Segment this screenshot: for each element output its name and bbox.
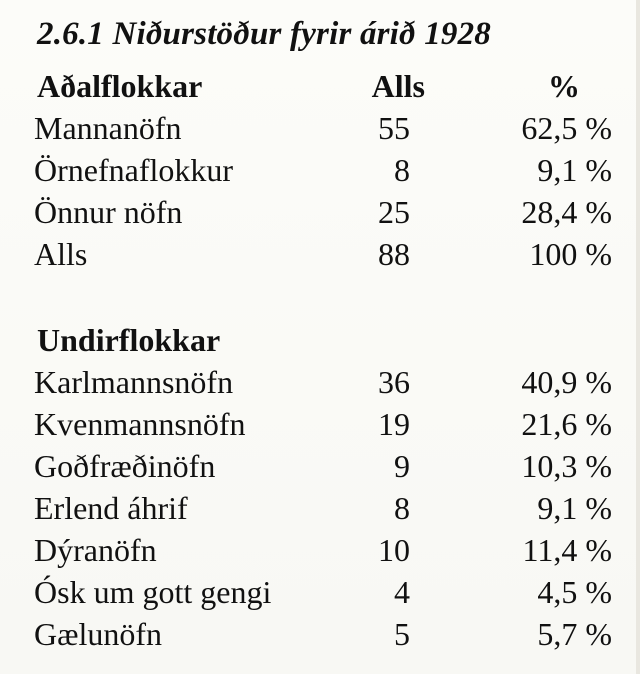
row-percent: 62,5 % [521, 110, 612, 146]
row-count: 36 [378, 364, 410, 400]
subcategory-heading: Undirflokkar [37, 322, 221, 358]
row-name: Dýranöfn [34, 532, 157, 568]
row-count: 9 [394, 448, 410, 484]
table-row-total [0, 238, 640, 280]
table-row [0, 408, 640, 450]
row-count: 25 [378, 194, 410, 230]
row-percent: 100 % [529, 236, 612, 272]
row-name: Mannanöfn [34, 110, 182, 146]
row-percent: 9,1 % [537, 490, 612, 526]
row-percent: 4,5 % [537, 574, 612, 610]
table-row [0, 618, 640, 660]
row-count: 8 [394, 490, 410, 526]
row-name: Ósk um gott gengi [34, 574, 272, 610]
table-row [0, 196, 640, 238]
row-name: Gælunöfn [34, 616, 162, 652]
row-name: Örnefnaflokkur [34, 152, 234, 188]
header-percent: % [548, 68, 580, 104]
row-name: Önnur nöfn [34, 194, 183, 230]
header-count: Alls [371, 68, 425, 104]
main-table-header [0, 70, 640, 112]
table-row [0, 450, 640, 492]
table-row [0, 576, 640, 618]
row-name: Alls [34, 236, 88, 272]
row-percent: 21,6 % [521, 406, 612, 442]
row-count: 5 [394, 616, 410, 652]
row-percent: 11,4 % [522, 532, 612, 568]
table-row [0, 112, 640, 154]
row-count: 4 [394, 574, 410, 610]
row-percent: 5,7 % [537, 616, 612, 652]
row-count: 8 [394, 152, 410, 188]
table-row [0, 534, 640, 576]
row-count: 19 [378, 406, 410, 442]
row-count: 88 [378, 236, 410, 272]
row-name: Karlmannsnöfn [34, 364, 234, 400]
row-count: 55 [378, 110, 410, 146]
table-row [0, 154, 640, 196]
row-percent: 28,4 % [521, 194, 612, 230]
row-count: 10 [378, 532, 410, 568]
row-name: Kvenmannsnöfn [34, 406, 246, 442]
table-row [0, 366, 640, 408]
row-name: Erlend áhrif [34, 490, 188, 526]
row-percent: 40,9 % [521, 364, 612, 400]
section-title: 2.6.1 Niðurstöður fyrir árið 1928 [37, 16, 492, 52]
row-percent: 9,1 % [537, 152, 612, 188]
header-category: Aðalflokkar [37, 68, 203, 104]
row-name: Goðfræðinöfn [34, 448, 216, 484]
row-percent: 10,3 % [521, 448, 612, 484]
table-row [0, 492, 640, 534]
